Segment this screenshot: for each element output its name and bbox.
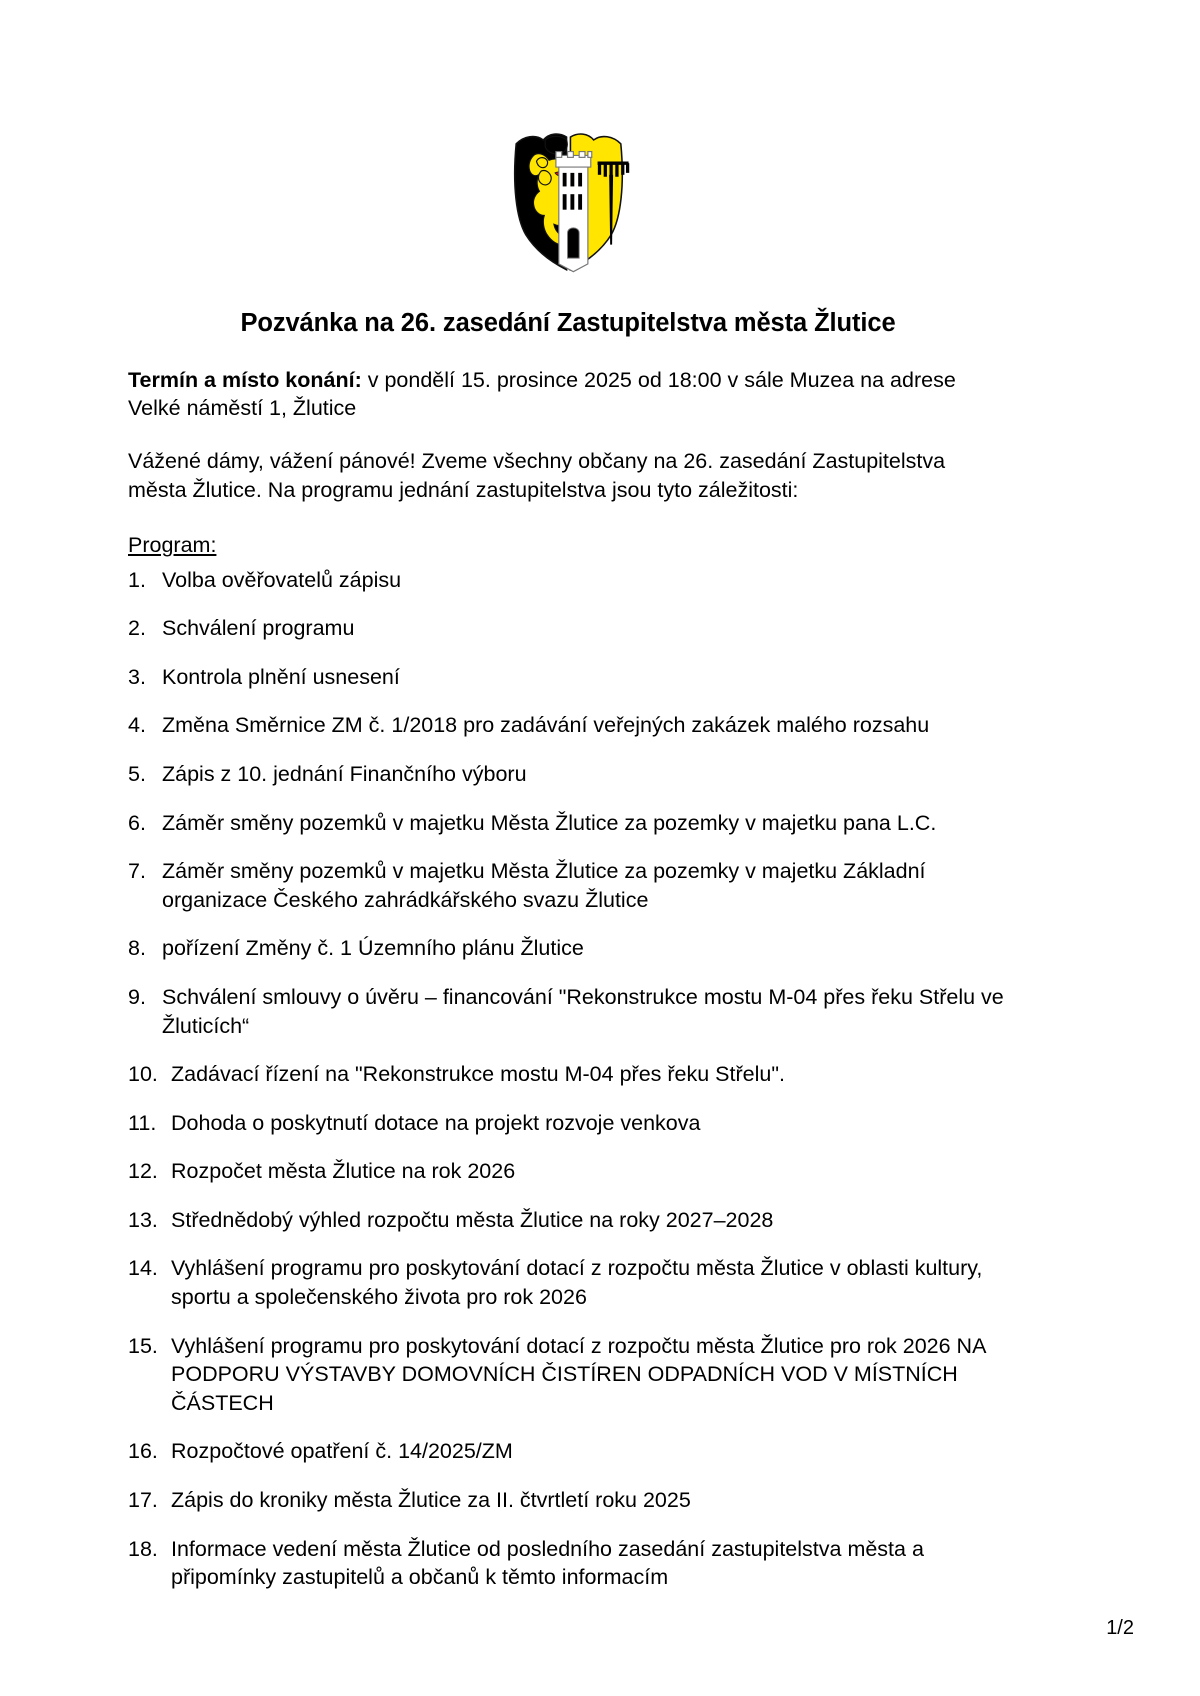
list-item-text: Střednědobý výhled rozpočtu města Žlutice na roky 2027–2028 bbox=[171, 1207, 774, 1232]
list-item-number: 2. bbox=[128, 616, 146, 641]
list-item-number: 15. bbox=[128, 1333, 158, 1358]
meeting-datetime-paragraph bbox=[128, 339, 1008, 424]
list-item-text: Změna Směrnice ZM č. 1/2018 pro zadávání veřejných zakázek malého rozsahu bbox=[162, 713, 930, 738]
list-item-number: 1. bbox=[128, 567, 146, 592]
list-item-number: 8. bbox=[128, 936, 146, 961]
list-item-text: Informace vedení města Žlutice od posledního zasedání zastupitelstva města a připomínky zastupitelů a občanů k těmto informacím bbox=[171, 1536, 924, 1590]
list-item-text: pořízení Změny č. 1 Územního plánu Žlutice bbox=[162, 936, 584, 961]
list-item bbox=[128, 1535, 1008, 1592]
list-item-number: 16. bbox=[128, 1439, 158, 1464]
list-item-text: Záměr směny pozemků v majetku Města Žlutice za pozemky v majetku pana L.C. bbox=[162, 810, 937, 835]
list-item bbox=[128, 1332, 1008, 1418]
list-item-number: 14. bbox=[128, 1256, 158, 1281]
list-item-number: 11. bbox=[128, 1110, 157, 1135]
page-title: Pozvánka na 26. zasedání Zastupitelstva města Žlutice bbox=[240, 309, 896, 337]
list-item-text: Záměr směny pozemků v majetku Města Žlutice za pozemky v majetku Základní organizace Českého zahrádkářského svazu Žlutice bbox=[162, 859, 926, 912]
list-item bbox=[128, 566, 1008, 595]
list-item bbox=[128, 760, 1008, 789]
list-item-number: 10. bbox=[128, 1062, 158, 1087]
list-item-number: 5. bbox=[128, 761, 146, 786]
list-item-text: Dohoda o poskytnutí dotace na projekt rozvoje venkova bbox=[171, 1110, 701, 1135]
list-item bbox=[128, 1486, 1008, 1515]
list-item-number: 4. bbox=[128, 713, 146, 738]
emblem-container bbox=[128, 0, 1008, 274]
list-item-number: 9. bbox=[128, 984, 146, 1009]
list-item-number: 6. bbox=[128, 810, 146, 835]
list-item bbox=[128, 809, 1008, 838]
list-item-text: Schválení smlouvy o úvěru – financování "Rekonstrukce mostu M-04 přes řeku Střelu ve Žluticích“ bbox=[162, 984, 1004, 1038]
program-heading-row bbox=[128, 505, 1008, 560]
list-item bbox=[128, 614, 1008, 643]
list-item-number: 13. bbox=[128, 1207, 158, 1232]
list-item-text: Schválení programu bbox=[162, 616, 355, 641]
program-heading: Program: bbox=[128, 532, 217, 557]
list-item-number: 17. bbox=[128, 1488, 158, 1513]
list-item-number: 12. bbox=[128, 1159, 158, 1184]
list-item-text: Rozpočtové opatření č. 14/2025/ZM bbox=[171, 1439, 513, 1464]
list-item-text: Volba ověřovatelů zápisu bbox=[162, 567, 402, 592]
list-item bbox=[128, 1254, 1008, 1311]
coat-of-arms-zlutice-icon bbox=[491, 126, 646, 274]
list-item bbox=[128, 1157, 1008, 1186]
list-item bbox=[128, 711, 1008, 740]
list-item bbox=[128, 857, 1008, 914]
meeting-datetime-value: v pondělí 15. prosince 2025 od 18:00 v sále Muzea na adrese Velké náměstí 1, Žlutice bbox=[128, 367, 956, 421]
meeting-datetime-label: Termín a místo konání: bbox=[128, 367, 362, 392]
list-item bbox=[128, 934, 1008, 963]
list-item bbox=[128, 663, 1008, 692]
page-number: 1/2 bbox=[1106, 1617, 1134, 1639]
list-item bbox=[128, 1109, 1008, 1138]
list-item-number: 7. bbox=[128, 859, 146, 884]
list-item bbox=[128, 1060, 1008, 1089]
list-item bbox=[128, 1437, 1008, 1466]
program-list bbox=[128, 566, 1008, 1592]
list-item bbox=[128, 1206, 1008, 1235]
list-item bbox=[128, 983, 1008, 1040]
list-item-number: 18. bbox=[128, 1536, 158, 1561]
list-item-number: 3. bbox=[128, 664, 146, 689]
list-item-text: Kontrola plnění usnesení bbox=[162, 664, 400, 689]
document-content bbox=[128, 0, 1008, 1592]
list-item-text: Rozpočet města Žlutice na rok 2026 bbox=[171, 1159, 516, 1184]
list-item-text: Zápis z 10. jednání Finančního výboru bbox=[162, 761, 527, 786]
list-item-text: Zadávací řízení na "Rekonstrukce mostu M-04 přes řeku Střelu". bbox=[171, 1062, 785, 1087]
list-item-text: Vyhlášení programu pro poskytování dotací z rozpočtu města Žlutice v oblasti kultury, sportu a společenského života pro rok 2026 bbox=[171, 1256, 983, 1310]
list-item-text: Vyhlášení programu pro poskytování dotací z rozpočtu města Žlutice pro rok 2026 NA PODPORU VÝSTAVBY DOMOVNÍCH ČISTÍREN ODPADNÍCH VOD V MÍSTNÍCH ČÁSTECH bbox=[171, 1333, 986, 1415]
list-item-text: Zápis do kroniky města Žlutice za II. čtvrtletí roku 2025 bbox=[171, 1488, 691, 1513]
greeting-paragraph: Vážené dámy, vážení pánové! Zveme všechny občany na 26. zasedání Zastupitelstva města Žlutice. Na programu jednání zastupitelstva jsou tyto záležitosti: bbox=[128, 449, 946, 502]
